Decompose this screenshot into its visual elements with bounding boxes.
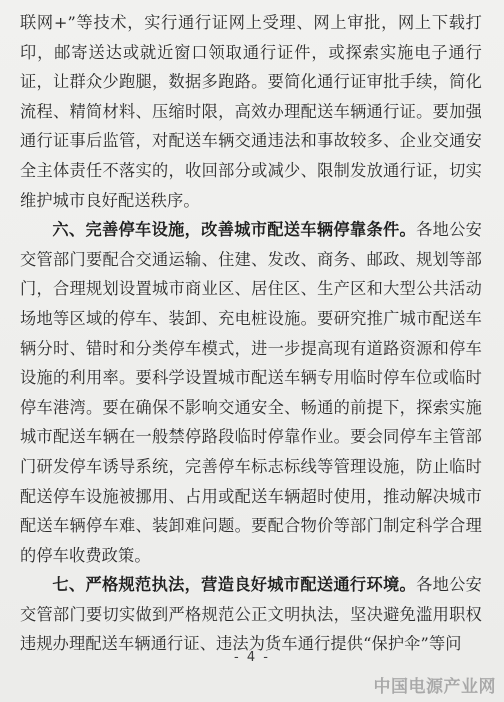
section-6-body: 各地公安交管部门要配合交通运输、住建、发改、商务、邮政、规划等部门，合理规划设置城市商业区、居住区、生产区和大型公共活动场地等区域的停车、装卸、充电桩设施。要研究推广城市配送车辆分时、错时和分类停车模式，进一步提高现有道路资源和停车设施的利用率。要科学设置城市配送车辆专用临时停车位或临时停车港湾。要在确保不影响交通安全、畅通的前提下，探索实施城市配送车辆在一般禁停路段临时停靠作业。要会同停车主管部门研发停车诱导系统，完善停车标志标线等管理设施，防止临时配送停车设施被挪用、占用或配送车辆超时使用，推动解决城市配送车辆停车难、装卸难问题。要配合物价等部门制定科学合理的停车收费政策。: [20, 220, 482, 565]
page-number: - 4 -: [234, 650, 270, 665]
section-7-heading: 七、严格规范执法，营造良好城市配送通行环境。: [52, 575, 417, 595]
source-watermark: 中国电源产业网: [373, 677, 496, 697]
paragraph-continued: 联网+”等技术，实行通行证网上受理、网上审批，网上下载打印，邮寄送达或就近窗口领取通行证件，或探索实施电子通行证，让群众少跑腿，数据多跑路。要简化通行证审批手续，简化流程、精简材料、压缩时限，高效办理配送车辆通行证。要加强通行证事后监管，对配送车辆交通违法和事故较多、企业交通安全主体责任不落实的，收回部分或减少、限制发放通行证，切实维护城市良好配送秩序。: [20, 13, 482, 210]
section-6-paragraph: [20, 215, 482, 570]
section-6-heading: 六、完善停车设施，改善城市配送车辆停靠条件。: [52, 220, 417, 240]
section-7-paragraph: [20, 570, 482, 659]
section-7-body: 各地公安交管部门要切实做到严格规范公正文明执法，坚决避免滥用职权违规办理配送车辆通行证、违法为货车通行提供“保护伞”等问: [20, 575, 482, 654]
